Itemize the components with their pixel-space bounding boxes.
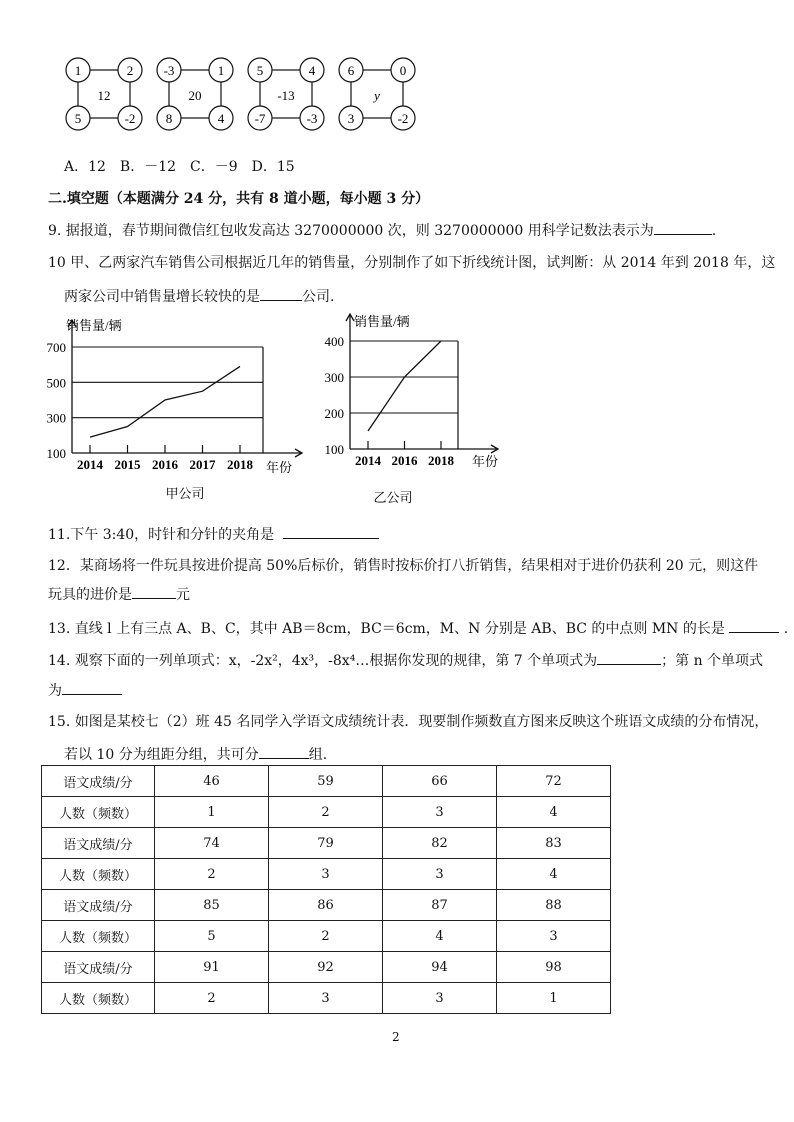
- puzzle-tr: 2: [126, 63, 134, 78]
- puzzle-figure: [60, 52, 420, 134]
- yi-ytick-label: 400: [324, 334, 344, 349]
- puzzle-box-2: [157, 58, 233, 130]
- jia-ytick-label: 300: [46, 410, 66, 426]
- yi-xtick-label: 2016: [391, 453, 418, 468]
- table-cell: 79: [269, 828, 383, 859]
- table-cell: 5: [155, 921, 269, 952]
- puzzle-center: 12: [97, 88, 111, 103]
- q10-text: 两家公司中销售量增长较快的是: [64, 289, 260, 305]
- table-cell: 4: [497, 859, 611, 890]
- table-row-label: 人数（频数）: [42, 859, 155, 890]
- table-cell: 46: [155, 766, 269, 797]
- yi-ytick-label: 200: [324, 406, 344, 421]
- jia-ytick-label: 100: [46, 446, 66, 461]
- table-cell: 3: [383, 859, 497, 890]
- table-row: [42, 890, 611, 921]
- yi-xtick-label: 2014: [355, 453, 381, 468]
- puzzle-bl: -7: [254, 111, 266, 126]
- question-10-line2: [64, 286, 334, 307]
- q10-answer-blank[interactable]: [260, 286, 302, 301]
- question-14-line1: [48, 650, 763, 671]
- q14-answer-blank-2[interactable]: [62, 680, 122, 695]
- q14-line2-text: 为: [48, 683, 62, 699]
- yi-title: 乙公司: [373, 490, 413, 505]
- question-15-line2: [64, 744, 327, 765]
- table-cell: 2: [155, 859, 269, 890]
- table-cell: 82: [383, 828, 497, 859]
- q10-end: 公司.: [302, 289, 335, 305]
- question-11: [48, 524, 379, 545]
- table-row: [42, 983, 611, 1014]
- score-table: [41, 765, 611, 1014]
- table-cell: 83: [497, 828, 611, 859]
- table-cell: 3: [497, 921, 611, 952]
- jia-xtick-label: 2017: [189, 457, 216, 472]
- q11-answer-blank[interactable]: [283, 524, 379, 539]
- puzzle-tl: 1: [74, 63, 82, 78]
- puzzle-center: y: [374, 88, 380, 103]
- puzzle-tl: 6: [347, 63, 355, 78]
- jia-ytick-label: 700: [46, 340, 66, 355]
- yi-ytick-label: 100: [324, 442, 344, 457]
- jia-xtick-label: 2014: [77, 457, 103, 472]
- puzzle-bl: 5: [74, 111, 82, 126]
- q12-answer-blank[interactable]: [132, 584, 176, 599]
- puzzle-tl: -3: [163, 63, 175, 78]
- puzzle-box-3: [248, 58, 324, 130]
- q9-text: 9. 据报道，春节期间微信红包收发高达 3270000000 次，则 3270000000 用科学记数法表示为: [48, 223, 654, 239]
- table-cell: 2: [269, 797, 383, 828]
- table-row: [42, 766, 611, 797]
- puzzle-tr: 4: [308, 63, 316, 78]
- yi-ylabel: 销售量/辆: [354, 314, 410, 329]
- table-cell: 66: [383, 766, 497, 797]
- q15-end: 组.: [308, 747, 328, 763]
- jia-title: 甲公司: [165, 486, 205, 501]
- table-cell: 86: [269, 890, 383, 921]
- table-row-label: 语文成绩/分: [42, 766, 155, 797]
- table-cell: 87: [383, 890, 497, 921]
- table-row-label: 人数（频数）: [42, 797, 155, 828]
- puzzle-bl: 8: [165, 111, 173, 126]
- table-cell: 94: [383, 952, 497, 983]
- puzzle-center: -13: [277, 88, 295, 103]
- table-cell: 3: [383, 797, 497, 828]
- table-cell: 1: [497, 983, 611, 1014]
- yi-ytick-label: 300: [324, 370, 344, 385]
- jia-xlabel: 年份: [266, 460, 293, 475]
- q15-line1: 15. 如图是某校七（2）班 45 名同学入学语文成绩统计表．现要制作频数直方图来反映这个班语文成绩的分布情况，: [48, 714, 769, 730]
- table-row: [42, 921, 611, 952]
- jia-ylabel: 销售量/辆: [66, 318, 122, 333]
- jia-series-line: [90, 366, 240, 437]
- puzzle-br: -3: [306, 111, 318, 126]
- q12-line1: 12．某商场将一件玩具按进价提高 50%后标价，销售时按标价打八折销售，结果相对于进价仍获利 20 元，则这件: [48, 558, 759, 574]
- table-row-label: 语文成绩/分: [42, 828, 155, 859]
- puzzle-tr: 1: [217, 63, 225, 78]
- question-12-line2: [48, 584, 190, 605]
- table-cell: 3: [269, 859, 383, 890]
- table-cell: 3: [269, 983, 383, 1014]
- chart-yi: [318, 306, 528, 508]
- q12-end: 元: [176, 587, 190, 603]
- table-cell: 88: [497, 890, 611, 921]
- question-9: [48, 220, 716, 241]
- q12-text: 玩具的进价是: [48, 587, 132, 603]
- section-title: 二.填空题（本题满分 24 分，共有 8 道小题，每小题 3 分）: [48, 191, 430, 207]
- jia-xtick-label: 2018: [227, 457, 253, 472]
- puzzle-box-1: [66, 58, 142, 130]
- q13-end: .: [783, 621, 789, 637]
- question-13: [48, 618, 788, 639]
- table-row-label: 人数（频数）: [42, 921, 155, 952]
- table-cell: 2: [155, 983, 269, 1014]
- table-cell: 4: [383, 921, 497, 952]
- q13-text: 13. 直线 l 上有三点 A、B、C，其中 AB＝8cm，BC＝6cm，M、N 分别是 AB、BC 的中点则 MN 的长是: [48, 621, 725, 637]
- yi-xlabel: 年份: [472, 454, 499, 469]
- q11-text: 11.下午 3:40，时针和分针的夹角是: [48, 527, 275, 543]
- table-cell: 98: [497, 952, 611, 983]
- table-row-label: 人数（频数）: [42, 983, 155, 1014]
- table-cell: 92: [269, 952, 383, 983]
- table-cell: 3: [383, 983, 497, 1014]
- q15-answer-blank[interactable]: [259, 744, 309, 759]
- table-cell: 85: [155, 890, 269, 921]
- table-row-label: 语文成绩/分: [42, 890, 155, 921]
- puzzle-tl: 5: [256, 63, 264, 78]
- puzzle-br: 4: [217, 111, 225, 126]
- q15-text: 若以 10 分为组距分组，共可分: [64, 747, 259, 763]
- table-cell: 74: [155, 828, 269, 859]
- q14-answer-blank-1[interactable]: [597, 650, 661, 665]
- table-cell: 1: [155, 797, 269, 828]
- q9-end: .: [711, 223, 717, 239]
- chart-jia: [40, 312, 310, 512]
- jia-xtick-label: 2016: [152, 457, 178, 472]
- table-cell: 4: [497, 797, 611, 828]
- q14-mid: ；第 n 个单项式: [661, 653, 764, 669]
- table-cell: 2: [269, 921, 383, 952]
- question-14-line2: [48, 680, 122, 701]
- jia-xtick-label: 2015: [114, 457, 141, 472]
- table-cell: 72: [497, 766, 611, 797]
- q14-text: 14. 观察下面的一列单项式：x，-2x²，4x³，-8x⁴…根据你发现的规律，第 7 个单项式为: [48, 653, 598, 669]
- puzzle-center: 20: [188, 88, 202, 103]
- puzzle-bl: 3: [347, 111, 355, 126]
- table-cell: 59: [269, 766, 383, 797]
- puzzle-options: A．12 B．－12 C．－9 D．15: [64, 159, 295, 175]
- table-cell: 91: [155, 952, 269, 983]
- puzzle-br: -2: [397, 111, 409, 126]
- puzzle-tr: 0: [399, 63, 407, 78]
- q13-answer-blank[interactable]: [729, 618, 779, 633]
- table-row: [42, 797, 611, 828]
- jia-ytick-label: 500: [46, 375, 66, 391]
- q10-line1: 10 甲、乙两家汽车销售公司根据近几年的销售量，分别制作了如下折线统计图，试判断：从 2014 年到 2018 年，这: [48, 255, 776, 271]
- page-number: 2: [392, 1030, 400, 1044]
- table-row: [42, 859, 611, 890]
- yi-series-line: [368, 341, 441, 431]
- table-row: [42, 952, 611, 983]
- q9-answer-blank[interactable]: [654, 220, 712, 235]
- puzzle-br: -2: [124, 111, 136, 126]
- puzzle-box-4: [339, 58, 415, 130]
- yi-xtick-label: 2018: [428, 453, 454, 468]
- table-row: [42, 828, 611, 859]
- table-row-label: 语文成绩/分: [42, 952, 155, 983]
